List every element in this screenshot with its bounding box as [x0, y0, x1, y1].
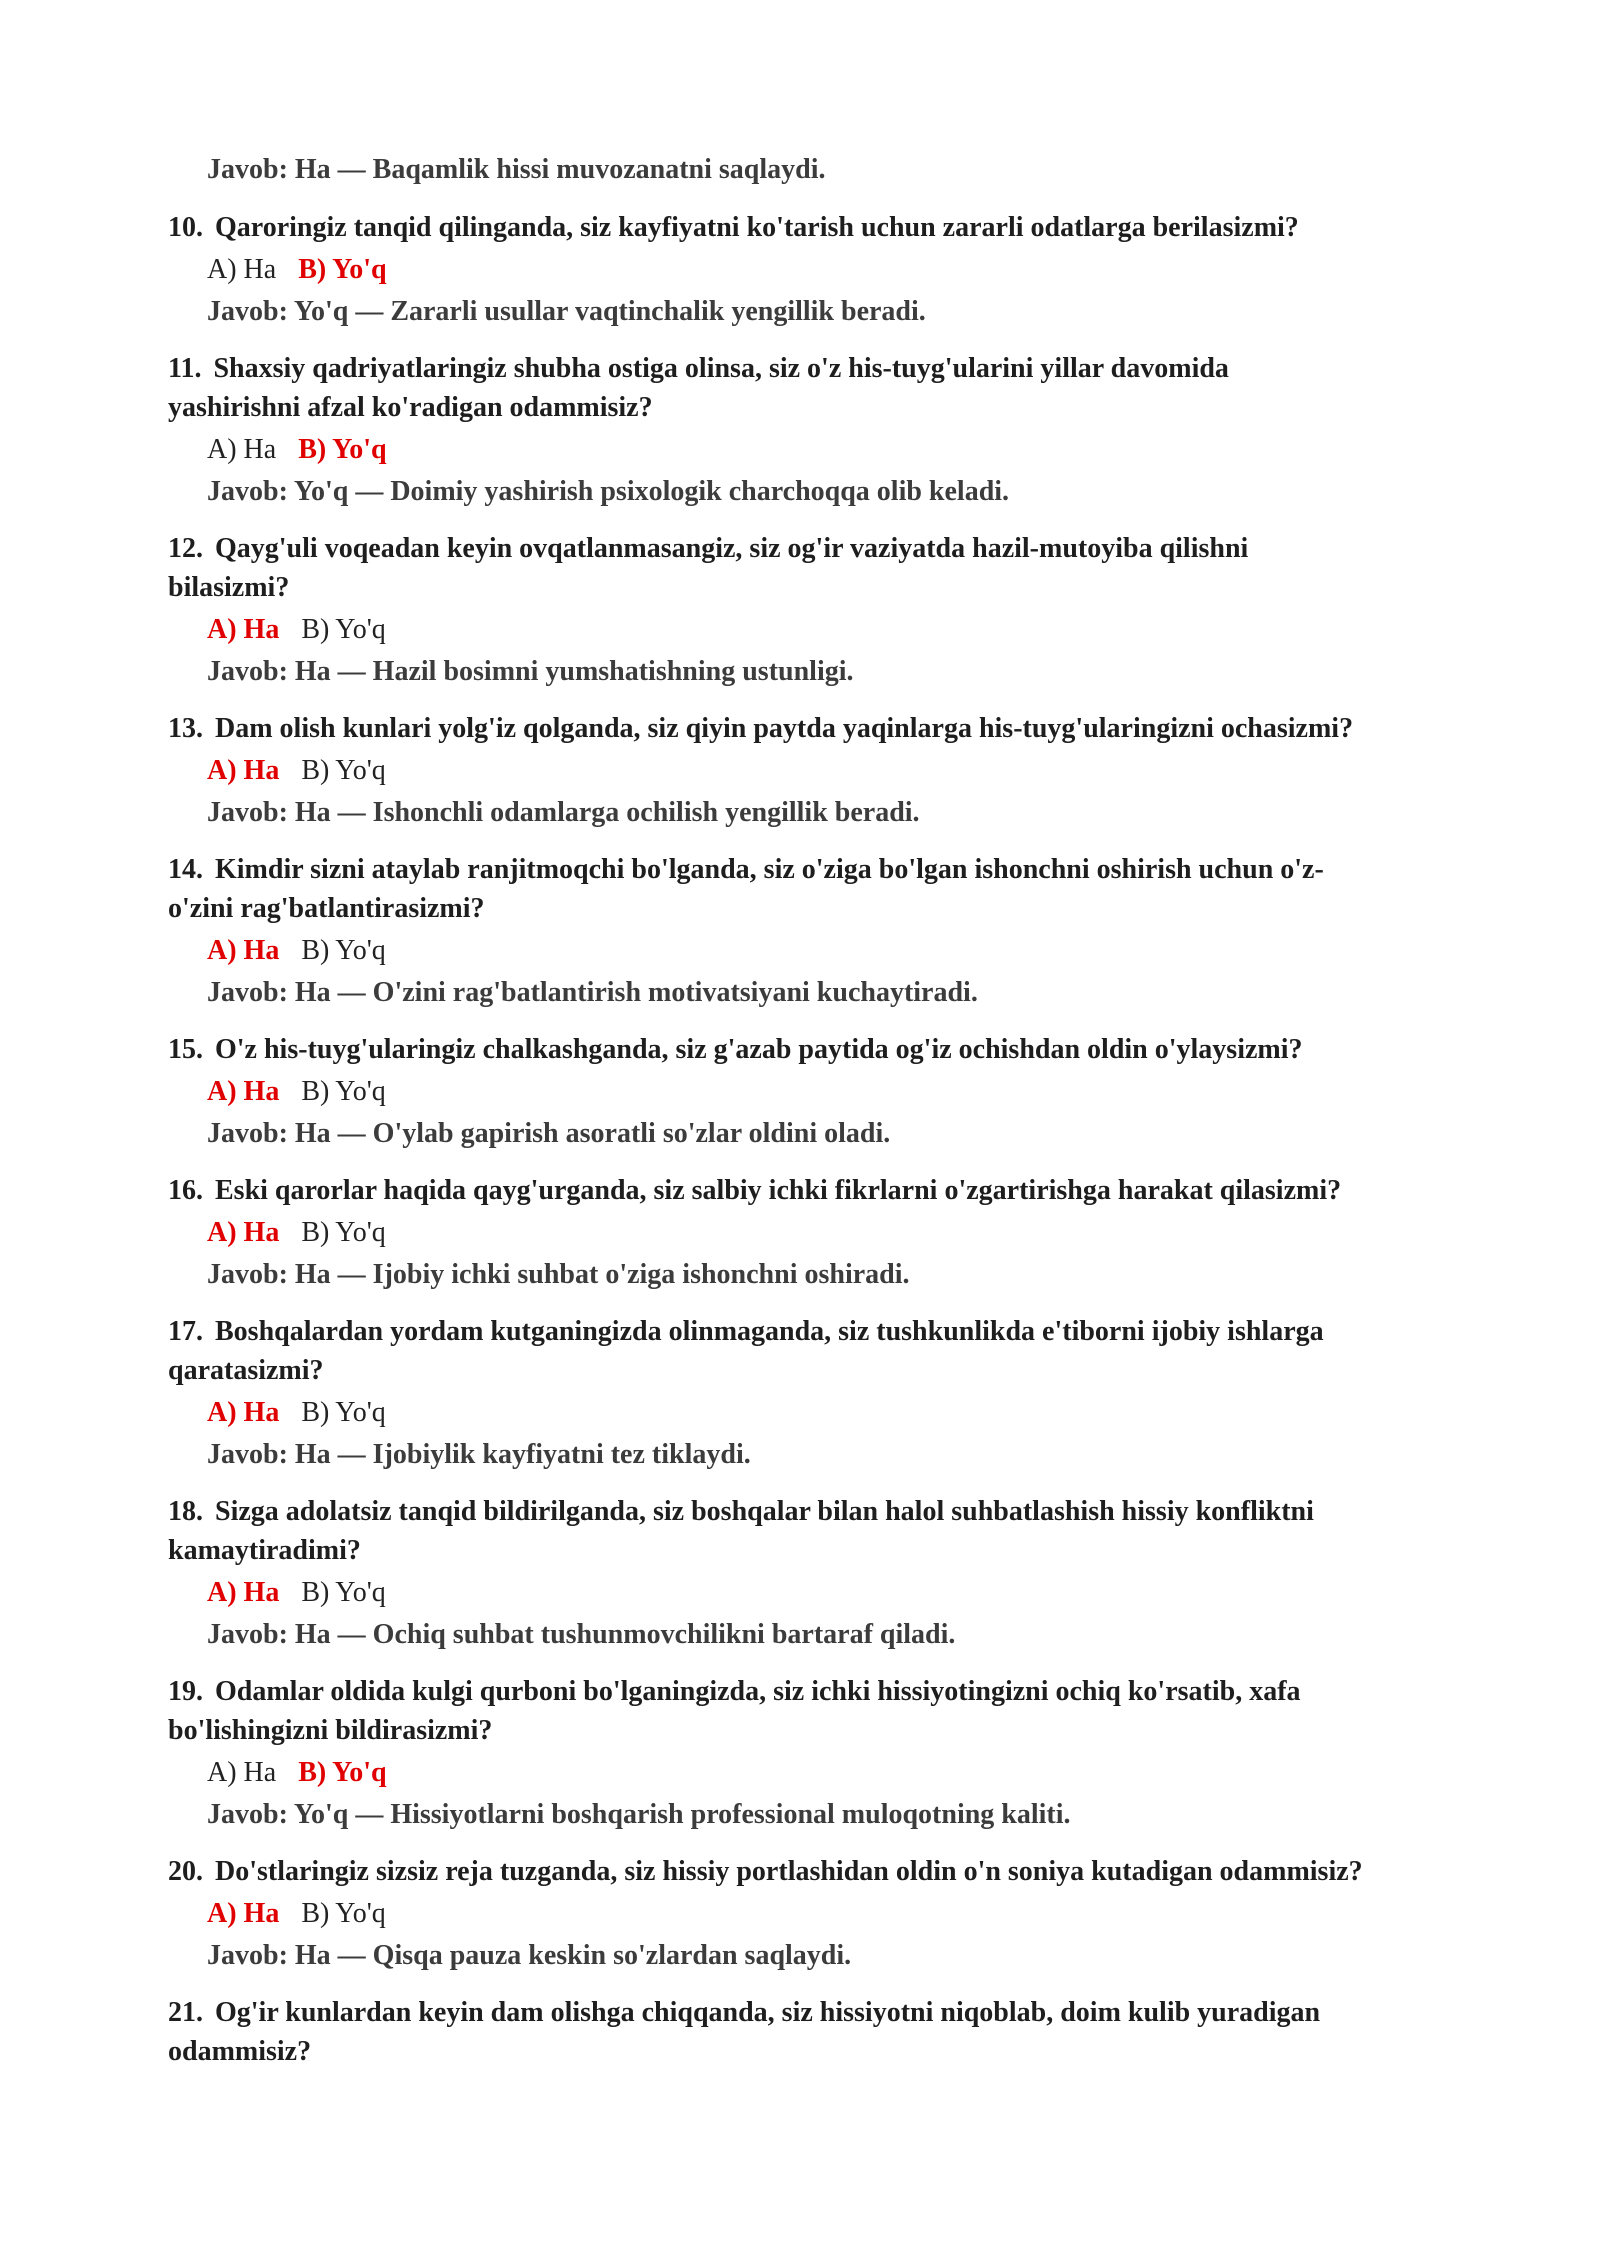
answer-explanation: Javob: Ha — Hazil bosimni yumshatishning ustunligi. [207, 656, 854, 687]
answer-options [207, 1576, 386, 1610]
answer-explanation: Javob: Ha — O'zini rag'batlantirish motivatsiyani kuchaytiradi. [207, 977, 978, 1008]
question-number: 11. [168, 353, 202, 384]
answer-explanation: Javob: Ha — Ijobiy ichki suhbat o'ziga ishonchni oshiradi. [207, 1259, 910, 1290]
answer-explanation: Javob: Yo'q — Doimiy yashirish psixologik charchoqqa olib keladi. [207, 476, 1010, 507]
option-b: B) Yo'q [301, 1898, 386, 1929]
question-line: odammisiz? [168, 2036, 312, 2067]
option-b: B) Yo'q [301, 1397, 386, 1428]
question-line: Odamlar oldida kulgi qurboni bo'lganingizda, siz ichki hissiyotingizni ochiq ko'rsatib, xafa [215, 1676, 1301, 1707]
answer-explanation: Javob: Ha — Ishonchli odamlarga ochilish yengillik beradi. [207, 797, 920, 828]
question-number: 10. [168, 212, 203, 243]
option-a: A) Ha [207, 434, 277, 465]
question-text-continued [168, 391, 653, 425]
question-text-continued [168, 1354, 324, 1388]
question-number: 21. [168, 1997, 203, 2028]
option-a: A) Ha [207, 1757, 277, 1788]
question-text [168, 211, 1299, 245]
question-text [168, 1855, 1363, 1889]
answer-options [207, 1756, 387, 1790]
question-number: 19. [168, 1676, 203, 1707]
option-b: B) Yo'q [301, 1076, 386, 1107]
question-number: 17. [168, 1316, 203, 1347]
question-number: 13. [168, 713, 203, 744]
option-b: B) Yo'q [301, 935, 386, 966]
option-a: A) Ha [207, 1898, 280, 1929]
question-line: bo'lishingizni bildirasizmi? [168, 1715, 493, 1746]
question-line: Shaxsiy qadriyatlaringiz shubha ostiga olinsa, siz o'z his-tuyg'ularini yillar davomida [213, 353, 1229, 384]
option-a: A) Ha [207, 1577, 280, 1608]
question-line: Sizga adolatsiz tanqid bildirilganda, siz boshqalar bilan halol suhbatlashish hissiy konfliktni [215, 1496, 1314, 1527]
answer-options [207, 934, 386, 968]
question-text [168, 1996, 1320, 2030]
question-text-continued [168, 1534, 361, 1568]
question-number: 15. [168, 1034, 203, 1065]
option-b: B) Yo'q [301, 755, 386, 786]
answer-options [207, 1396, 386, 1430]
option-a: A) Ha [207, 755, 280, 786]
question-line: o'zini rag'batlantirasizmi? [168, 893, 485, 924]
answer-explanation: Javob: Ha — O'ylab gapirish asoratli so'zlar oldini oladi. [207, 1118, 891, 1149]
question-line: O'z his-tuyg'ularingiz chalkashganda, siz g'azab paytida og'iz ochishdan oldin o'ylaysizmi? [215, 1034, 1303, 1065]
option-b: B) Yo'q [298, 254, 387, 285]
option-a: A) Ha [207, 254, 277, 285]
option-b: B) Yo'q [301, 1217, 386, 1248]
answer-explanation: Javob: Ha — Ijobiylik kayfiyatni tez tiklaydi. [207, 1439, 751, 1470]
question-line: Boshqalardan yordam kutganingizda olinmaganda, siz tushkunlikda e'tiborni ijobiy ishlarga [215, 1316, 1324, 1347]
option-a: A) Ha [207, 1397, 280, 1428]
question-text [168, 712, 1353, 746]
option-b: B) Yo'q [298, 1757, 387, 1788]
question-line: yashirishni afzal ko'radigan odammisiz? [168, 392, 653, 423]
option-a: A) Ha [207, 1217, 280, 1248]
question-number: 18. [168, 1496, 203, 1527]
question-line: Qayg'uli voqeadan keyin ovqatlanmasangiz, siz og'ir vaziyatda hazil-mutoyiba qilishni [215, 533, 1249, 564]
question-number: 12. [168, 533, 203, 564]
option-b: B) Yo'q [301, 614, 386, 645]
answer-explanation: Javob: Yo'q — Hissiyotlarni boshqarish professional muloqotning kaliti. [207, 1799, 1071, 1830]
answer-options [207, 1897, 386, 1931]
question-line: Kimdir sizni ataylab ranjitmoqchi bo'lganda, siz o'ziga bo'lgan ishonchni oshirish uchun o'z- [215, 854, 1324, 885]
option-a: A) Ha [207, 935, 280, 966]
answer-options [207, 613, 386, 647]
answer-explanation-top: Javob: Ha — Baqamlik hissi muvozanatni saqlaydi. [207, 154, 826, 185]
answer-explanation: Javob: Ha — Qisqa pauza keskin so'zlardan saqlaydi. [207, 1940, 852, 1971]
answer-options [207, 1216, 386, 1250]
question-line: Do'stlaringiz sizsiz reja tuzganda, siz hissiy portlashidan oldin o'n soniya kutadigan odammisiz? [215, 1856, 1363, 1887]
question-number: 14. [168, 854, 203, 885]
question-line: Eski qarorlar haqida qayg'urganda, siz salbiy ichki fikrlarni o'zgartirishga harakat qilasizmi? [215, 1175, 1342, 1206]
question-line: qaratasizmi? [168, 1355, 324, 1386]
question-text [168, 1174, 1341, 1208]
question-text-continued [168, 2035, 311, 2069]
question-text [168, 1315, 1324, 1349]
answer-options [207, 253, 387, 287]
question-line: Dam olish kunlari yolg'iz qolganda, siz qiyin paytda yaqinlarga his-tuyg'ularingizni ochasizmi? [215, 713, 1354, 744]
question-text-continued [168, 892, 485, 926]
question-text [168, 1495, 1314, 1529]
question-line: Qaroringiz tanqid qilinganda, siz kayfiyatni ko'tarish uchun zararli odatlarga berilasizmi? [215, 212, 1299, 243]
option-a: A) Ha [207, 614, 280, 645]
question-text [168, 352, 1229, 386]
question-text [168, 532, 1248, 566]
option-b: B) Yo'q [298, 434, 387, 465]
question-number: 20. [168, 1856, 203, 1887]
question-text-continued [168, 571, 289, 605]
option-b: B) Yo'q [301, 1577, 386, 1608]
question-text [168, 1033, 1303, 1067]
question-text [168, 1675, 1301, 1709]
answer-explanation: Javob: Ha — Ochiq suhbat tushunmovchilikni bartaraf qiladi. [207, 1619, 956, 1650]
question-text-continued [168, 1714, 492, 1748]
question-number: 16. [168, 1175, 203, 1206]
question-text [168, 853, 1324, 887]
question-line: kamaytiradimi? [168, 1535, 361, 1566]
option-a: A) Ha [207, 1076, 280, 1107]
question-line: bilasizmi? [168, 572, 290, 603]
answer-explanation: Javob: Yo'q — Zararli usullar vaqtinchalik yengillik beradi. [207, 296, 926, 327]
answer-options [207, 433, 387, 467]
question-line: Og'ir kunlardan keyin dam olishga chiqqanda, siz hissiyotni niqoblab, doim kulib yuradigan [215, 1997, 1321, 2028]
answer-options [207, 754, 386, 788]
answer-options [207, 1075, 386, 1109]
